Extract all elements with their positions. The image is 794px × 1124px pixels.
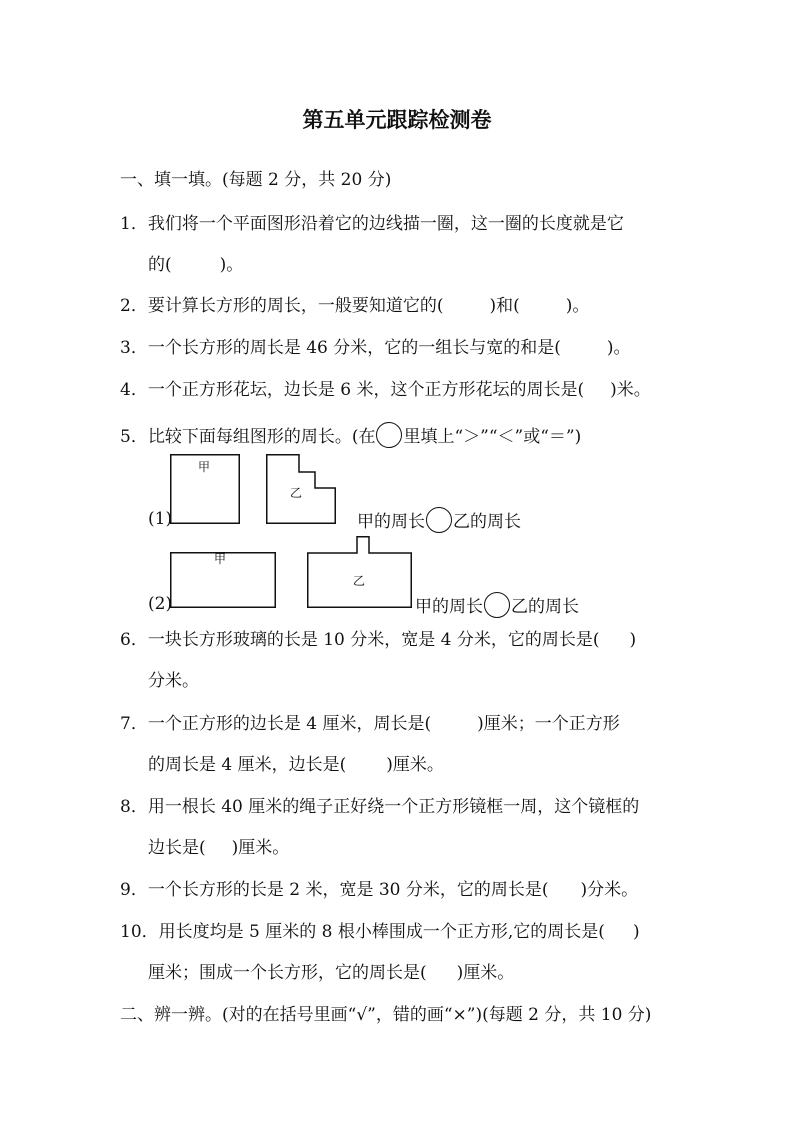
- question-7-line2: [148, 753, 444, 777]
- question-3: [120, 336, 631, 360]
- question-5: [120, 422, 581, 449]
- question-7: [120, 712, 620, 736]
- question-number: 2．: [120, 296, 148, 316]
- question-text: )厘米。: [386, 755, 444, 775]
- compare-circle[interactable]: [484, 592, 510, 618]
- question-text: ): [632, 922, 640, 942]
- question-text: 一个正方形花坛，边长是 6 米，这个正方形花坛的周长是(: [147, 380, 585, 400]
- question-number: 5．: [120, 427, 148, 447]
- page-title: 第五单元跟踪检测卷: [302, 108, 492, 132]
- shape-label: 甲: [214, 552, 227, 566]
- shape-yi-stepped: [266, 454, 336, 524]
- shape-label: 甲: [198, 460, 211, 474]
- question-text: 里填上“＞”“＜”或“＝”): [403, 427, 582, 447]
- question-text: 一个正方形的边长是 4 厘米，周长是(: [147, 714, 432, 734]
- shape-jia-rectangle: [170, 552, 276, 608]
- question-10: [120, 920, 640, 944]
- section2-heading: 二、辨一辨。(对的在括号里画“√”，错的画“×”)(每题 2 分，共 10 分): [120, 1005, 652, 1025]
- question-number: 10．: [120, 922, 159, 942]
- q5-sub1-label: (1): [148, 509, 173, 529]
- compare-text: 甲的周长: [357, 512, 425, 532]
- compare-circle[interactable]: [426, 507, 452, 533]
- question-text: )。: [606, 338, 631, 358]
- section1-heading: 一、填一填。(每题 2 分，共 20 分): [120, 170, 392, 190]
- question-text: 一个长方形的周长是 46 分米，它的一组长与宽的和是(: [147, 338, 561, 358]
- question-text: 边长是(: [148, 838, 206, 858]
- question-text: 用一根长 40 厘米的绳子正好绕一个正方形镜框一周，这个镜框的: [147, 797, 640, 817]
- question-6-line2: 分米。: [148, 671, 199, 691]
- question-text: 一块长方形玻璃的长是 10 分米，宽是 4 分米，它的周长是(: [147, 630, 600, 650]
- question-8: [120, 795, 639, 819]
- question-number: 4．: [120, 380, 148, 400]
- question-2: [120, 294, 589, 318]
- question-number: 9．: [120, 880, 148, 900]
- question-text: ): [629, 630, 637, 650]
- q5-sub1-compare: [357, 507, 521, 534]
- question-text: )厘米。: [231, 838, 290, 858]
- shape-jia-square: [170, 454, 240, 524]
- question-text: 厘米；围成一个长方形，它的周长是(: [148, 963, 427, 983]
- question-9: [120, 878, 638, 902]
- compare-text: 乙的周长: [511, 597, 579, 617]
- question-text: )厘米。: [456, 963, 515, 983]
- question-text: )和(: [489, 296, 520, 316]
- question-text: )厘米；一个正方形: [477, 714, 620, 734]
- q5-sub2-label: (2): [148, 594, 173, 614]
- question-number: 7．: [120, 714, 148, 734]
- shape-label: 乙: [290, 486, 303, 500]
- question-text: 要计算长方形的周长，一般要知道它的(: [147, 296, 444, 316]
- question-number: 6．: [120, 630, 148, 650]
- question-text: )米。: [610, 380, 651, 400]
- question-4: [120, 378, 651, 402]
- question-number: 1．: [120, 214, 148, 234]
- shape-yi-notched: [307, 536, 413, 608]
- question-text: 的周长是 4 厘米，边长是(: [148, 755, 347, 775]
- question-text: )。: [219, 255, 244, 275]
- question-text: )分米。: [580, 880, 639, 900]
- compare-text: 乙的周长: [453, 512, 521, 532]
- question-1: [120, 212, 624, 236]
- q5-sub2-compare: [415, 592, 579, 619]
- question-10-line2: [148, 961, 514, 985]
- question-text: 的(: [148, 255, 172, 275]
- question-text: 比较下面每组图形的周长。(在: [147, 427, 376, 447]
- question-text: )。: [565, 296, 590, 316]
- question-6: [120, 628, 636, 652]
- question-text: 我们将一个平面图形沿着它的边线描一圈，这一圈的长度就是它: [147, 214, 624, 234]
- question-text: 用长度均是 5 厘米的 8 根小棒围成一个正方形,它的周长是(: [158, 922, 605, 942]
- shape-label: 乙: [353, 574, 366, 588]
- question-number: 3．: [120, 338, 148, 358]
- question-8-line2: [148, 836, 289, 860]
- compare-text: 甲的周长: [415, 597, 483, 617]
- question-text: 一个长方形的长是 2 米，宽是 30 分米，它的周长是(: [147, 880, 549, 900]
- circle-icon: [376, 422, 402, 448]
- question-number: 8．: [120, 797, 148, 817]
- question-1-line2: [148, 253, 243, 277]
